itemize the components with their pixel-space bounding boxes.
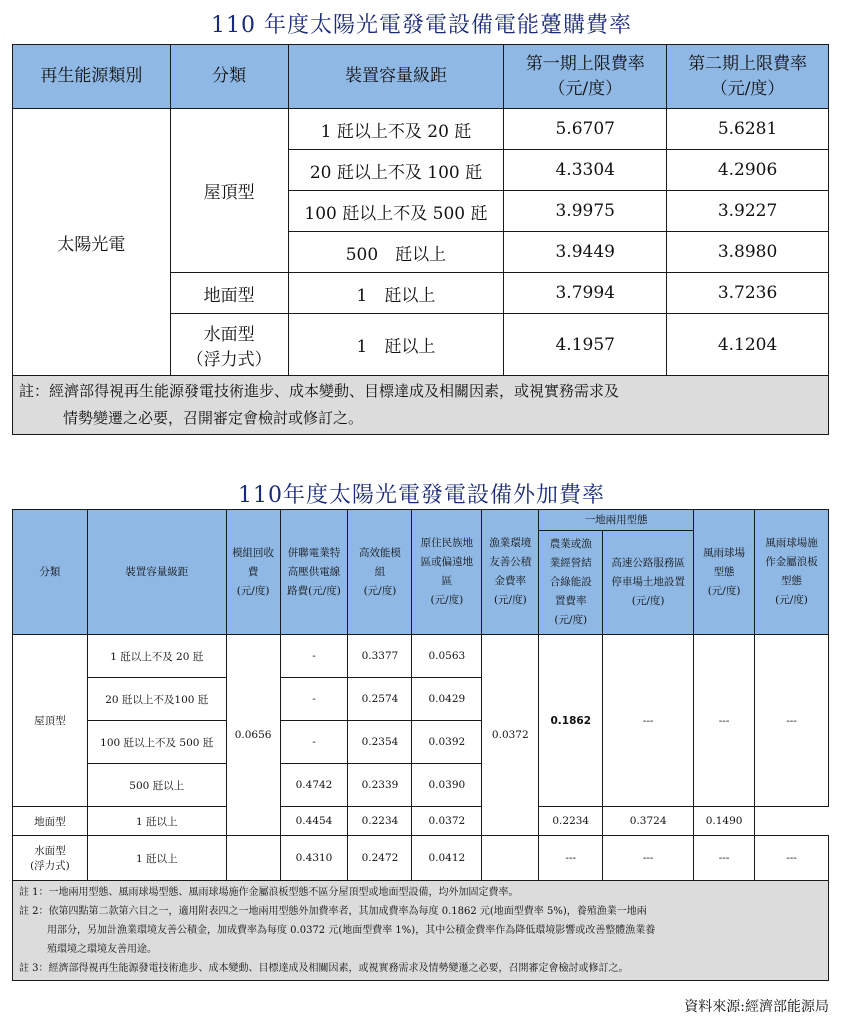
high-efficiency-value: 0.3377 xyxy=(348,635,412,678)
category-ground: 地面型 xyxy=(170,273,288,314)
table2-header-row xyxy=(13,510,829,531)
high-efficiency-value: 0.2472 xyxy=(348,836,412,881)
category-ground: 地面型 xyxy=(13,807,88,836)
high-efficiency-value: 0.2234 xyxy=(348,807,412,836)
header-capacity: 裝置容量級距 xyxy=(288,45,504,109)
surcharge-rate-table xyxy=(12,509,829,981)
ball-field-dash: --- xyxy=(694,635,755,807)
table1-note-row xyxy=(13,376,829,435)
phase2-rate: 5.6281 xyxy=(667,109,829,150)
header-capacity: 裝置容量級距 xyxy=(87,510,226,635)
table-row xyxy=(13,635,829,678)
header-category: 分類 xyxy=(13,510,88,635)
data-source: 資料來源:經濟部能源局 xyxy=(684,999,829,1015)
indigenous-value: 0.0429 xyxy=(412,678,482,721)
ball-field-dash: --- xyxy=(694,836,755,881)
phase1-rate: 5.6707 xyxy=(504,109,667,150)
note-2: 註 2：依第四點第二款第六目之一，適用附表四之一地兩用型態外加費率者，其加成費率為每度 0.1862 元(地面型費率 5%)，養殖漁業一地兩 xyxy=(19,906,647,917)
table1-header-row xyxy=(13,45,829,109)
phase1-rate: 4.1957 xyxy=(504,314,667,376)
table2-title: 110年度太陽光電發電設備外加費率 xyxy=(238,483,605,508)
header-dual-use-group: 一地兩用型態 xyxy=(539,510,694,531)
capacity-cell: 100 瓩以上不及 500 瓩 xyxy=(288,191,504,232)
indigenous-value: 0.0412 xyxy=(412,836,482,881)
table2-notes xyxy=(13,881,829,981)
ball-field-value: 0.3724 xyxy=(603,807,694,836)
category-water: 水面型 (浮力式) xyxy=(13,836,88,881)
capacity-cell: 1 瓩以上不及 20 瓩 xyxy=(288,109,504,150)
agri-fish-dash: --- xyxy=(539,836,603,881)
grid-line-value: 0.4742 xyxy=(280,764,348,807)
high-efficiency-value: 0.2354 xyxy=(348,721,412,764)
capacity-cell: 1 瓩以上 xyxy=(288,314,504,376)
header-energy-type: 再生能源類別 xyxy=(13,45,171,109)
capacity-cell: 100 瓩以上不及 500 瓩 xyxy=(87,721,226,764)
header-fishery-fund: 漁業環境 友善公積 金費率 (元/度) xyxy=(482,510,539,635)
grid-line-value: 0.4310 xyxy=(280,836,348,881)
header-agri-fish: 農業或漁 業經營結 合綠能設 置費率 (元/度) xyxy=(539,531,603,635)
phase2-rate: 4.2906 xyxy=(667,150,829,191)
ball-field-roof-dash: --- xyxy=(755,635,829,807)
header-grid-line: 併聯電業特 高壓供電線 路費(元/度) xyxy=(280,510,348,635)
phase2-rate: 4.1204 xyxy=(667,314,829,376)
high-efficiency-value: 0.2574 xyxy=(348,678,412,721)
agri-fish-value: 0.1862 xyxy=(539,635,603,807)
energy-type-cell: 太陽光電 xyxy=(13,109,171,376)
header-high-efficiency: 高效能模 組 (元/度) xyxy=(348,510,412,635)
capacity-cell: 1 瓩以上 xyxy=(288,273,504,314)
indigenous-value: 0.0392 xyxy=(412,721,482,764)
capacity-cell: 1 瓩以上 xyxy=(87,807,226,836)
header-phase2: 第二期上限費率 （元/度） xyxy=(667,45,829,109)
module-recycle-value: 0.0656 xyxy=(226,635,280,836)
grid-line-value: 0.4454 xyxy=(280,807,348,836)
phase2-rate: 3.8980 xyxy=(667,232,829,273)
category-water: 水面型 （浮力式） xyxy=(170,314,288,376)
capacity-cell: 20 瓩以上不及100 瓩 xyxy=(87,678,226,721)
header-indigenous: 原住民族地 區或偏遠地 區 (元/度) xyxy=(412,510,482,635)
category-rooftop: 屋頂型 xyxy=(13,635,88,807)
grid-line-value: - xyxy=(280,721,348,764)
note-1: 註 1：一地兩用型態、風雨球場型態、風雨球場施作金屬浪板型態不區分屋頂型或地面型設備，均外加固定費率。 xyxy=(19,887,519,898)
ball-field-roof-value: 0.1490 xyxy=(694,807,755,836)
header-highway: 高速公路服務區 停車場土地設置 (元/度) xyxy=(603,531,694,635)
feed-in-tariff-table xyxy=(12,44,829,435)
table1-note: 註：經濟部得視再生能源發電技術進步、成本變動、目標達成及相關因素，或視實務需求及 情勢變遷之必要，召開審定會檢討或修訂之。 xyxy=(13,376,829,435)
ball-field-roof-dash: --- xyxy=(755,836,829,881)
capacity-cell: 1 瓩以上 xyxy=(87,836,226,881)
capacity-cell: 20 瓩以上不及 100 瓩 xyxy=(288,150,504,191)
table-row xyxy=(13,109,829,150)
note-2-cont: 殖環境之環境友善用途。 xyxy=(47,944,157,955)
table1-title: 110 年度太陽光電發電設備電能躉購費率 xyxy=(211,13,632,38)
indigenous-value: 0.0563 xyxy=(412,635,482,678)
header-phase1: 第一期上限費率 （元/度） xyxy=(504,45,667,109)
note-3: 註 3：經濟部得視再生能源發電技術進步、成本變動、目標達成及相關因素，或視實務需求及情勢變遷之必要，召開審定會檢討或修訂之。 xyxy=(19,963,629,974)
indigenous-value: 0.0390 xyxy=(412,764,482,807)
category-rooftop: 屋頂型 xyxy=(170,109,288,273)
highway-dash: --- xyxy=(603,836,694,881)
high-efficiency-value: 0.2339 xyxy=(348,764,412,807)
highway-dash: --- xyxy=(603,635,694,807)
module-recycle-blank xyxy=(226,836,280,881)
grid-line-value: - xyxy=(280,635,348,678)
header-category: 分類 xyxy=(170,45,288,109)
capacity-cell: 500 瓩以上 xyxy=(87,764,226,807)
fishery-fund-value: 0.0372 xyxy=(482,635,539,836)
capacity-cell: 1 瓩以上不及 20 瓩 xyxy=(87,635,226,678)
phase2-rate: 3.9227 xyxy=(667,191,829,232)
header-ball-field: 風雨球場 型態 (元/度) xyxy=(694,510,755,635)
note-2-cont: 用部分，另加計漁業環境友善公積金，加成費率為每度 0.0372 元(地面型費率 1%)，其中公積金費率作為降低環境影響或改善整體漁業養 xyxy=(47,925,656,936)
grid-line-value: - xyxy=(280,678,348,721)
table-row xyxy=(13,836,829,881)
capacity-cell: 500 瓩以上 xyxy=(288,232,504,273)
table2-note-row xyxy=(13,881,829,981)
header-ball-field-roof: 風雨球場施 作金屬浪板 型態 (元/度) xyxy=(755,510,829,635)
header-module-recycle: 模組回收 費 (元/度) xyxy=(226,510,280,635)
highway-value: 0.2234 xyxy=(539,807,603,836)
indigenous-value: 0.0372 xyxy=(412,807,482,836)
phase1-rate: 3.7994 xyxy=(504,273,667,314)
phase1-rate: 3.9449 xyxy=(504,232,667,273)
phase1-rate: 4.3304 xyxy=(504,150,667,191)
phase1-rate: 3.9975 xyxy=(504,191,667,232)
phase2-rate: 3.7236 xyxy=(667,273,829,314)
fishery-fund-blank xyxy=(482,836,539,881)
table-row xyxy=(13,807,829,836)
